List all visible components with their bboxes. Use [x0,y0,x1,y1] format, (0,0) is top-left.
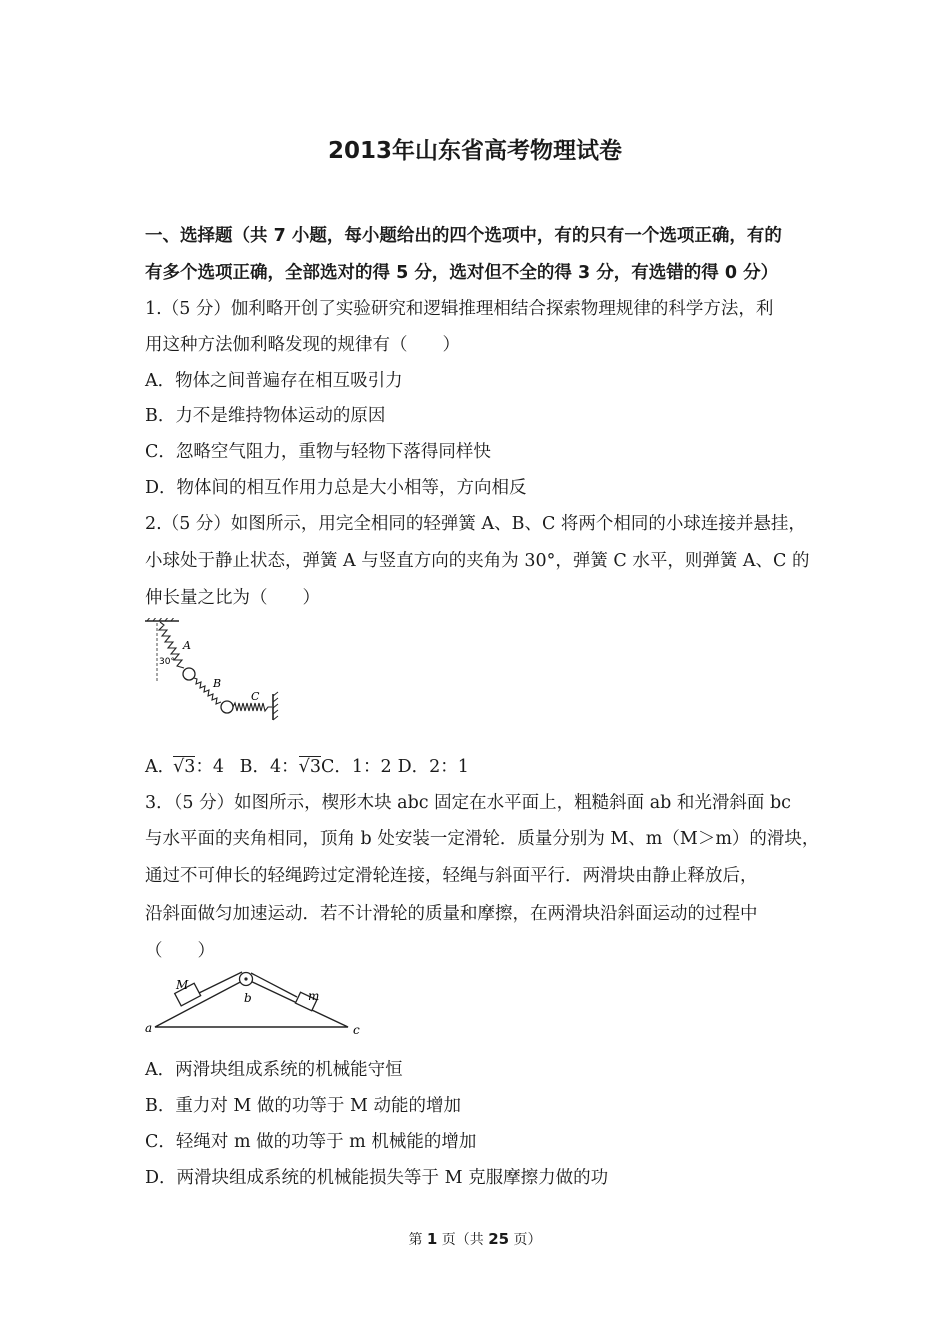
q1-option-c: C．忽略空气阻力，重物与轻物下落得同样快 [145,442,491,462]
q3-option-a: A．两滑块组成系统的机械能守恒 [145,1060,403,1080]
section-heading-line2: 有多个选项正确，全部选对的得 5 分，选对但不全的得 3 分，有选错的得 0 分） [145,263,779,283]
sqrt-3-a: √3 [173,757,196,777]
rope-left [199,972,242,993]
label-b: b [244,991,252,1005]
label-a: A [183,639,191,652]
q1-stem-line1: 1.（5 分）伽利略开创了实验研究和逻辑推理相结合探索物理规律的科学方法，利 [145,299,774,319]
q3-stem-line3: 通过不可伸长的轻绳跨过定滑轮连接，轻绳与斜面平行．两滑块由静止释放后， [145,866,758,886]
q3-stem-line1: 3．（5 分）如图所示，楔形木块 abc 固定在水平面上，粗糙斜面 ab 和光滑斜面 bc [145,793,791,813]
q2-stem-line2: 小球处于静止状态，弹簧 A 与竖直方向的夹角为 30°，弹簧 C 水平，则弹簧 A、C 的 [145,551,810,571]
q3-option-b: B．重力对 M 做的功等于 M 动能的增加 [145,1096,461,1116]
q3-wedge-figure [143,966,368,1036]
total-pages: 25 [488,1230,510,1248]
label-c: C [251,690,260,703]
q1-option-a: A．物体之间普遍存在相互吸引力 [145,371,403,391]
label-M: M [176,978,189,992]
ball-1 [183,668,195,680]
sqrt-3-b: √3 [298,757,321,777]
page-footer: 第 1 页（共 25 页） [408,1230,542,1248]
label-angle: 30° [159,657,175,667]
label-a: a [145,1021,153,1035]
q3-option-c: C．轻绳对 m 做的功等于 m 机械能的增加 [145,1132,477,1152]
q1-option-d: D．物体间的相互作用力总是大小相等，方向相反 [145,478,527,498]
section-heading-line1: 一、选择题（共 7 小题，每小题给出的四个选项中，有的只有一个选项正确，有的 [145,226,782,246]
q3-stem-line4: 沿斜面做匀加速运动．若不计滑轮的质量和摩擦，在两滑块沿斜面运动的过程中 [145,904,758,924]
q1-stem-line2: 用这种方法伽利略发现的规律有（ ） [145,335,460,355]
spring-c [233,703,272,711]
q2-stem-line3: 伸长量之比为（ ） [145,588,320,608]
q3-option-d: D．两滑块组成系统的机械能损失等于 M 克服摩擦力做的功 [145,1168,609,1188]
q3-stem-line5: （ ） [145,941,215,961]
q3-stem-line2: 与水平面的夹角相同，顶角 b 处安装一定滑轮．质量分别为 M、m（M＞m）的滑块， [145,829,820,849]
q2-spring-figure [143,618,283,722]
q2-options: A．√3：4 B．4：√3C．1：2 D．2：1 [145,757,469,777]
label-b: B [213,677,222,690]
q2-stem-line1: 2.（5 分）如图所示，用完全相同的轻弹簧 A、B、C 将两个相同的小球连接并悬挂， [145,514,806,534]
ball-2 [221,701,233,713]
current-page: 1 [426,1230,438,1248]
label-c: c [353,1023,360,1036]
q1-option-b: B．力不是维持物体运动的原因 [145,406,386,426]
page-title: 2013年山东省高考物理试卷 [327,138,622,164]
label-m: m [308,989,320,1003]
